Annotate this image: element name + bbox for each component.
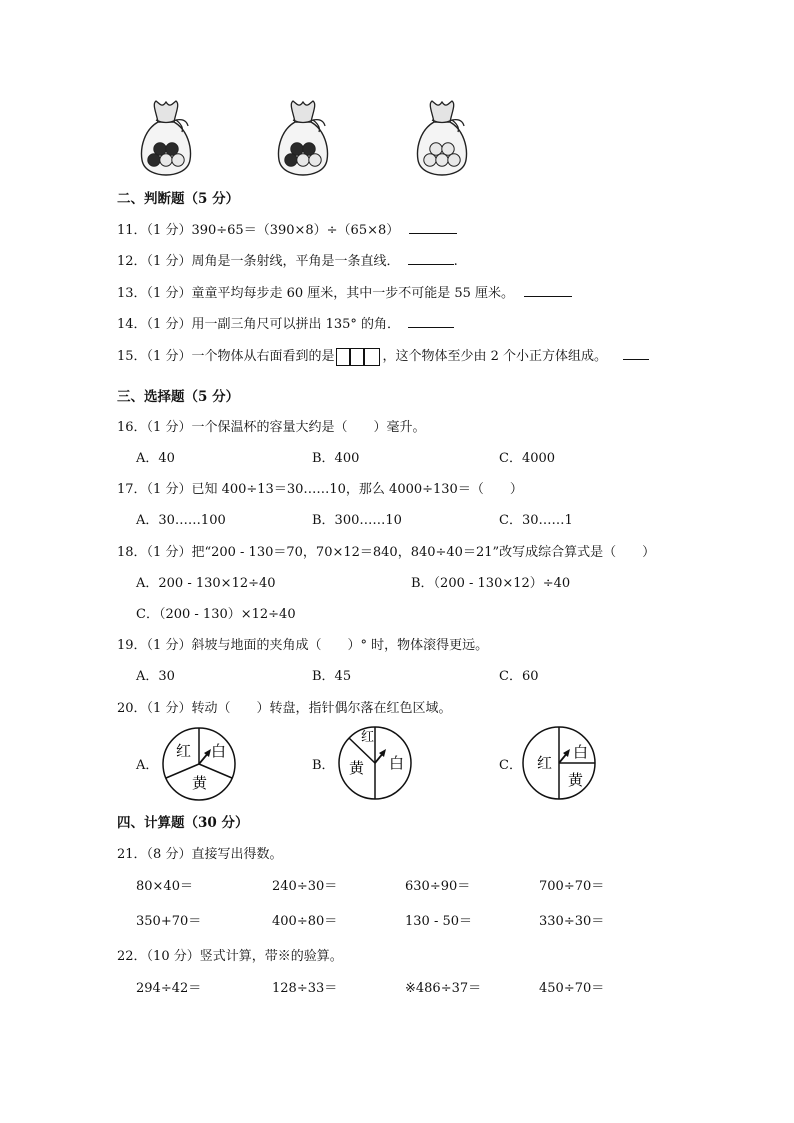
spinner-b-white-label: 白: [389, 754, 405, 772]
question-15-text-end: ，这个物体至少由 2 个小正方体组成。: [382, 349, 607, 364]
question-11: [117, 219, 457, 238]
calc-21-1: 80×40＝: [136, 879, 193, 894]
option-19-b[interactable]: B．45: [312, 669, 352, 684]
calc-22-1: 294÷42＝: [136, 981, 202, 996]
bag-neck-icon: [430, 101, 453, 122]
question-14: [117, 313, 454, 332]
question-18: 18．（1 分）把“200 - 130＝70，70×12＝840，840÷40＝21”改写成综合算式是（ ）: [117, 545, 656, 560]
option-19-c[interactable]: C．60: [499, 669, 539, 684]
spinner-a-red-label: 红: [176, 742, 192, 760]
spinner-c-red-label: 红: [537, 754, 553, 772]
spinner-a-yellow-label: 黄: [192, 774, 208, 792]
answer-blank-15[interactable]: [623, 347, 649, 360]
answer-blank-13[interactable]: [524, 284, 572, 297]
question-17: 17．（1 分）已知 400÷13＝30……10，那么 4000÷130＝（ ）: [117, 482, 523, 497]
light-ball-icon: [309, 154, 321, 166]
light-ball-icon: [430, 143, 442, 155]
light-ball-icon: [442, 143, 454, 155]
calc-22-2: 128÷33＝: [272, 981, 338, 996]
three-cube-side-view-icon: [336, 348, 380, 366]
spinner-b-red-label: 红: [361, 730, 375, 745]
question-12: [117, 250, 458, 269]
spinner-a[interactable]: [161, 726, 237, 802]
question-14-text: 14．（1 分）用一副三角尺可以拼出 135° 的角．: [117, 317, 401, 332]
candy-bag-1: [136, 98, 196, 176]
option-18-b[interactable]: B．（200 - 130×12）÷40: [411, 576, 571, 591]
light-ball-icon: [160, 154, 172, 166]
light-ball-icon: [424, 154, 436, 166]
question-13: [117, 282, 572, 301]
question-15: [117, 345, 649, 366]
dark-ball-icon: [291, 143, 303, 155]
calc-21-6: 400÷80＝: [272, 914, 338, 929]
option-17-a[interactable]: A．30……100: [136, 513, 226, 528]
answer-blank-11[interactable]: [409, 221, 457, 234]
candy-bag-3: [412, 98, 472, 176]
light-ball-icon: [436, 154, 448, 166]
spinner-c-yellow-label: 黄: [568, 771, 584, 789]
option-17-c[interactable]: C．30……1: [499, 513, 573, 528]
candy-bag-2: [273, 98, 333, 176]
spinner-b[interactable]: [337, 725, 413, 801]
question-20: 20．（1 分）转动（ ）转盘，指针偶尔落在红色区域。: [117, 701, 452, 716]
calc-21-4: 700÷70＝: [539, 879, 605, 894]
calc-21-8: 330÷30＝: [539, 914, 605, 929]
option-16-b[interactable]: B．400: [312, 451, 360, 466]
option-18-a[interactable]: A．200 - 130×12÷40: [136, 576, 276, 591]
dark-ball-icon: [148, 154, 160, 166]
calc-22-4: 450÷70＝: [539, 981, 605, 996]
question-13-text: 13．（1 分）童童平均每步走 60 厘米，其中一步不可能是 55 厘米。: [117, 286, 515, 301]
option-20-b[interactable]: B．: [312, 758, 335, 773]
calc-21-5: 350+70＝: [136, 914, 202, 929]
spinner-a-white-label: 白: [211, 742, 227, 760]
question-12-end: .: [453, 254, 458, 269]
light-ball-icon: [297, 154, 309, 166]
dark-ball-icon: [154, 143, 166, 155]
spinner-b-yellow-label: 黄: [349, 759, 365, 777]
question-22: 22．（10 分）竖式计算，带※的验算。: [117, 949, 343, 964]
option-20-c[interactable]: C．: [499, 758, 522, 773]
question-21: 21．（8 分）直接写出得数。: [117, 847, 283, 862]
dark-ball-icon: [303, 143, 315, 155]
question-16: 16．（1 分）一个保温杯的容量大约是（ ）毫升。: [117, 420, 426, 435]
calc-21-3: 630÷90＝: [405, 879, 471, 894]
option-16-a[interactable]: A．40: [136, 451, 175, 466]
calc-21-2: 240÷30＝: [272, 879, 338, 894]
spinner-c[interactable]: [521, 725, 597, 801]
spinner-c-white-label: 白: [573, 743, 589, 761]
answer-blank-12[interactable]: [408, 252, 454, 265]
option-18-c[interactable]: C．（200 - 130）×12÷40: [136, 607, 296, 622]
light-ball-icon: [448, 154, 460, 166]
option-16-c[interactable]: C．4000: [499, 451, 556, 466]
dark-ball-icon: [166, 143, 178, 155]
bag-neck-icon: [291, 101, 314, 122]
light-ball-icon: [172, 154, 184, 166]
dark-ball-icon: [285, 154, 297, 166]
section-2-title: 二、判断题（5 分）: [117, 191, 240, 207]
question-19: 19．（1 分）斜坡与地面的夹角成（ ）° 时，物体滚得更远。: [117, 638, 489, 653]
bag-neck-icon: [154, 101, 177, 122]
question-11-text: 11．（1 分）390÷65＝（390×8）÷（65×8）: [117, 223, 400, 238]
option-17-b[interactable]: B．300……10: [312, 513, 402, 528]
answer-blank-14[interactable]: [408, 315, 454, 328]
question-12-text: 12．（1 分）周角是一条射线，平角是一条直线．: [117, 254, 400, 269]
option-19-a[interactable]: A．30: [136, 669, 175, 684]
calc-21-7: 130 - 50＝: [405, 914, 473, 929]
section-4-title: 四、计算题（30 分）: [117, 815, 249, 831]
calc-22-3: ※486÷37＝: [405, 981, 482, 996]
section-3-title: 三、选择题（5 分）: [117, 389, 240, 405]
option-20-a[interactable]: A．: [136, 758, 159, 773]
question-15-text: 15．（1 分）一个物体从右面看到的是: [117, 349, 335, 364]
